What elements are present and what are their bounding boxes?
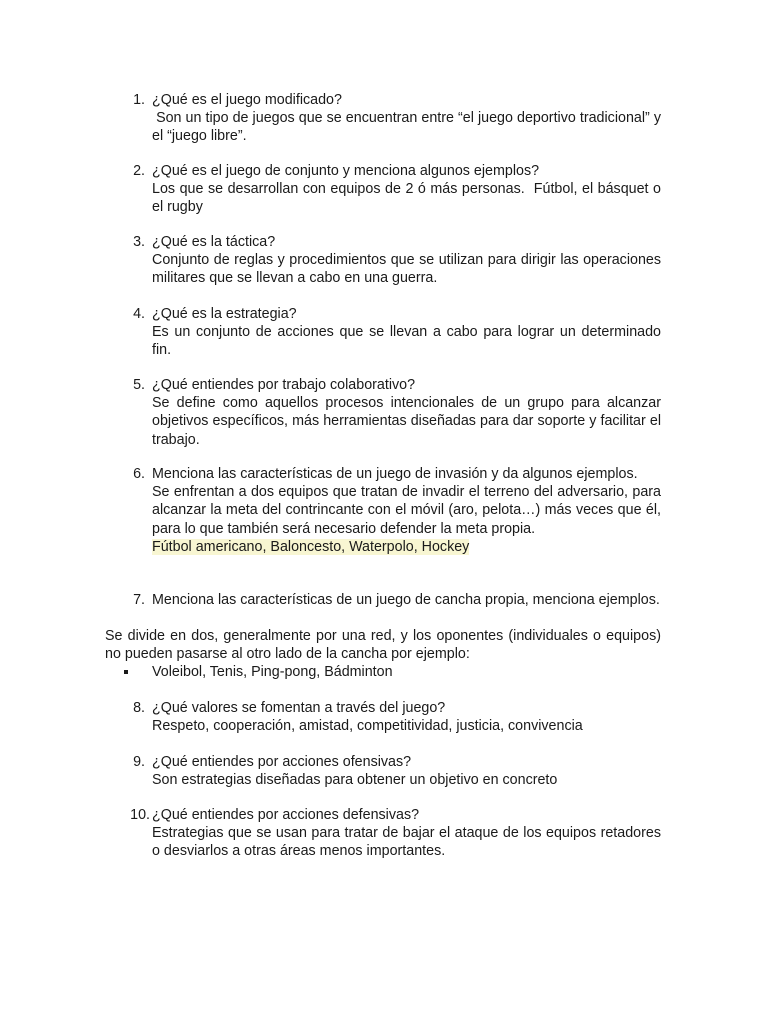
question-text: ¿Qué es el juego de conjunto y menciona algunos ejemplos? xyxy=(152,163,540,179)
question-text: Menciona las características de un juego de invasión y da algunos ejemplos. xyxy=(152,466,638,482)
list-item xyxy=(105,465,661,556)
item-number: 8. xyxy=(133,700,145,716)
list-item xyxy=(105,91,665,146)
question-text: Menciona las características de un juego de cancha propia, menciona ejemplos. xyxy=(152,592,660,608)
item-number: 10. xyxy=(130,807,150,823)
list-item xyxy=(105,806,661,861)
question-text: ¿Qué es el juego modificado? xyxy=(152,92,342,108)
item-number: 1. xyxy=(133,92,145,108)
list-item xyxy=(105,162,665,217)
list-item xyxy=(105,305,661,360)
answer-text: Conjunto de reglas y procedimientos que se utilizan para dirigir las operaciones militares que se llevan a cabo en una guerra. xyxy=(152,252,661,287)
question-text: ¿Qué valores se fomentan a través del juego? xyxy=(152,700,446,716)
item-number: 9. xyxy=(133,754,145,770)
bullet-marker xyxy=(105,663,152,681)
answer-text: Son estrategias diseñadas para obtener un objetivo en concreto xyxy=(152,772,558,789)
item-number: 2. xyxy=(133,163,145,179)
question-text: ¿Qué entiendes por acciones defensivas? xyxy=(152,807,420,823)
bullet-text: Voleibol, Tenis, Ping-pong, Bádminton xyxy=(152,664,393,680)
answer-text: Es un conjunto de acciones que se llevan a cabo para lograr un determinado fin. xyxy=(152,324,661,359)
highlighted-examples: Fútbol americano, Baloncesto, Waterpolo, Hockey xyxy=(152,538,470,555)
item-number: 5. xyxy=(133,377,145,393)
item-number: 3. xyxy=(133,234,145,250)
answer-text: Son un tipo de juegos que se encuentran entre “el juego deportivo tradicional” y el “juego libre”. xyxy=(152,110,665,145)
list-item xyxy=(105,376,661,449)
item-number: 7. xyxy=(133,592,145,608)
question-text: ¿Qué es la táctica? xyxy=(152,234,276,250)
list-item xyxy=(105,753,661,789)
list-item xyxy=(105,233,661,288)
question-text: ¿Qué es la estrategia? xyxy=(152,306,297,322)
bullet-item xyxy=(105,663,661,681)
answer-text: Los que se desarrollan con equipos de 2 ó más personas. Fútbol, el básquet o el rugby xyxy=(152,181,665,216)
item-number: 6. xyxy=(133,466,145,482)
answer-text: Estrategias que se usan para tratar de bajar el ataque de los equipos retadores o desviarlos a otras áreas menos importantes. xyxy=(152,825,661,860)
answer-text: Se enfrentan a dos equipos que tratan de invadir el terreno del adversario, para alcanzar la meta del contrincante con el móvil (aro, pelota…) más veces que él, para lo que también será necesario defender la meta propia. xyxy=(152,484,661,537)
answer-text: Se define como aquellos procesos intencionales de un grupo para alcanzar objetivos específicos, más herramientas diseñadas para dar soporte y facilitar el trabajo. xyxy=(152,395,661,448)
answer-paragraph: Se divide en dos, generalmente por una red, y los oponentes (individuales o equipos) no pueden pasarse al otro lado de la cancha por ejemplo: xyxy=(105,628,661,663)
answer-text: Respeto, cooperación, amistad, competitividad, justicia, convivencia xyxy=(152,718,583,735)
item-number: 4. xyxy=(133,306,145,322)
question-text: ¿Qué entiendes por trabajo colaborativo? xyxy=(152,377,416,393)
list-item xyxy=(105,699,661,735)
question-text: ¿Qué entiendes por acciones ofensivas? xyxy=(152,754,412,770)
list-item xyxy=(105,591,661,609)
